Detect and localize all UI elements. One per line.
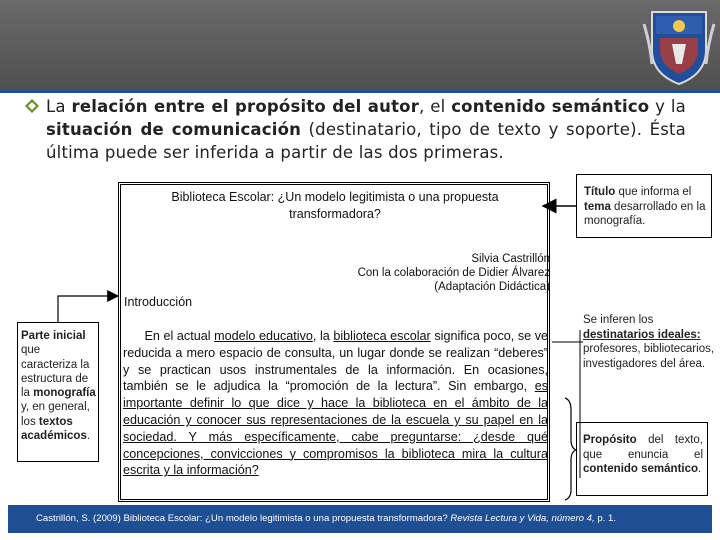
citation-journal: Revista Lectura y Vida, número 4,: [450, 513, 595, 524]
annotation-bold: Título: [584, 186, 616, 198]
annotation-text: Se inferen los: [583, 314, 654, 326]
body-underlined: modelo educativo: [214, 329, 313, 343]
annotation-text: .: [698, 463, 702, 475]
document-author: [300, 252, 550, 294]
title-annotation-box: [576, 174, 712, 238]
annotation-bold: contenido semántico: [583, 463, 699, 475]
main-text-bold: situación de comunicación: [46, 120, 302, 139]
main-text-bold: contenido semántico: [451, 97, 650, 116]
main-text-part: y la: [649, 97, 686, 116]
annotation-bold: tema: [584, 200, 611, 213]
diamond-bullet-icon: [24, 98, 40, 114]
purpose-bracket: [565, 398, 576, 500]
body-underlined: biblioteca escolar: [333, 329, 431, 343]
main-text-part: (destinatario, tipo de texto y soporte). Ésta última puede ser inferida a partir de las dos primeras.: [46, 120, 686, 162]
annotation-text: .: [86, 430, 91, 443]
main-text-part: La: [46, 97, 72, 116]
document-body: [123, 328, 548, 479]
annotation-text: del texto, que enuncia el: [583, 434, 703, 461]
annotation-text: que informa el: [615, 186, 692, 198]
annotation-text: y, en general, los: [21, 401, 90, 428]
main-text-part: , el: [419, 97, 452, 116]
intro-arrow: [58, 296, 118, 322]
body-underlined: es importante definir lo que dice y hace la biblioteca en el ámbito de la educación y conocer sus representaciones de la escuela y su papel en la sociedad. Y más específicamente, cabe preguntarse: ¿desde qué concepciones, convicciones y compromisos la biblioteca mira la cultura escrita y la información?: [123, 379, 548, 478]
author-name: Silvia Castrillón: [471, 253, 550, 265]
header-band: [0, 0, 720, 90]
recipients-annotation: [583, 313, 715, 371]
main-text-bold: relación entre el propósito del autor: [71, 97, 420, 116]
university-crest-icon: [642, 4, 716, 86]
intro-annotation-box: [17, 322, 99, 462]
annotation-bold: Propósito: [583, 434, 637, 446]
purpose-annotation-box: [576, 422, 708, 496]
intro-heading: Introducción: [124, 295, 193, 309]
main-statement: [46, 95, 686, 164]
annotation-text: profesores, bibliotecarios, investigadores del área.: [583, 343, 715, 370]
annotation-bold: monografía: [33, 387, 96, 400]
citation-page: p. 1.: [594, 513, 617, 524]
header-divider: [0, 90, 720, 93]
citation-text: Castrillón, S. (2009) Biblioteca Escolar: ¿Un modelo legitimista o una propuesta transformadora?: [36, 513, 451, 524]
body-text-part: significa poco, se ve reducida a mero espacio de consulta, un lugar donde se realizan “deberes” y se practican usos instrumentales de la información. En ocasiones, también se le adjudica la “promoción de la lectura”. Sin embargo,: [123, 329, 549, 394]
annotation-bold: textos académicos: [21, 415, 87, 443]
author-adaptation: (Adaptación Didáctica): [434, 281, 550, 293]
author-collaboration: Con la colaboración de Didier Álvarez: [357, 267, 550, 279]
body-text-part: , la: [312, 329, 334, 343]
annotation-text: que caracteriza la estructura de la: [21, 344, 90, 400]
citation-footer: [8, 505, 712, 533]
annotation-bold: destinatarios ideales:: [583, 328, 701, 341]
annotation-text: desarrollado en la monografía.: [584, 200, 706, 227]
document-title: Biblioteca Escolar: ¿Un modelo legitimista o una propuesta transformadora?: [171, 190, 499, 221]
body-text-part: En el actual: [144, 329, 215, 343]
header-bar: [0, 0, 720, 90]
annotation-bold: Parte inicial: [21, 330, 86, 342]
